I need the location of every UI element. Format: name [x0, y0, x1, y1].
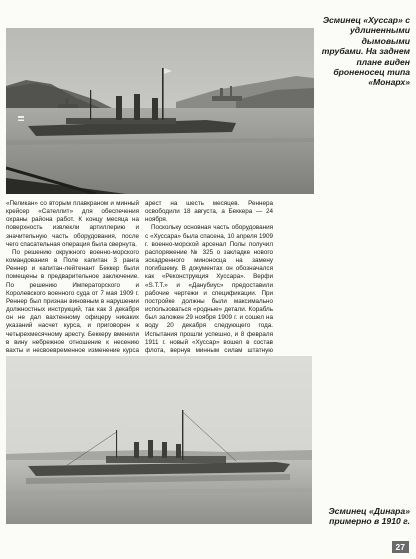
paragraph: арест на шесть месяцев. Реннера освободили 18 августа, а Беккера — 24 ноября. — [145, 200, 273, 224]
paragraph: Поскольку основная часть оборудования с «Хуссара» была спасена, 10 апреля 1909 г. военно-морской арсенал Полы получил распоряжение № 325 о закладке нового эскадренного миноносца на замену погибшему. В документах он обозначался как «Реконструкция Хуссара». Верфи «S.T.T.» и «Данубиус» предоставили рабочие чертежи и спецификации. При постройке должны были максимально использоваться «родные» детали. Корабль был заложен 29 ноября 1909 г. и сошел на воду 20 декабря следующего года. Испытания прошли успешно, и 8 февраля 1911 г. новый «Хуссар» вошел в состав флота, вернув минным силам штатную — [145, 224, 273, 354]
photo-caption-bottom: Эсминец «Динара» примерно в 1910 г. — [328, 506, 410, 527]
photo-hussar-scene — [6, 28, 314, 194]
paragraph: «Пеликан» со вторым плавкраном и минный крейсер «Сателлит» для обеспечения охраны района работ. К концу месяца на поверхность извлекли артиллерию и значительную часть оборудования, после чего спасательная операция была свернута. — [6, 200, 139, 248]
photo-caption-top: Эсминец «Хуссар» с удлиненными дымовыми трубами. На заднем плане виден броненосец типа «Монарх» — [321, 15, 410, 88]
photo-destroyer-hussar — [6, 28, 314, 194]
photo-destroyer-dinara — [6, 356, 312, 524]
photo-dinara-scene — [6, 356, 312, 524]
text-column-1 — [6, 200, 139, 363]
paragraph: По решению окружного военно-морского командования в Поле капитан 3 ранга Реннер и капитан-лейтенант Беккер были помещены в предварительное заключение. По решению Императорского и Королевского военного суда от 7 мая 1909 г. Реннер был признан виновным в нарушении должностных инструкций, так как 3 декабря он не дал вахтенному офицеру никаких указаний насчет курса, и приговорен к четырехмесячному аресту. Беккеру вменили в вину небрежное отношение к несению вахты и несвоевременное изменение курса — [6, 248, 139, 354]
text-column-2 — [145, 200, 273, 363]
page-number: 27 — [392, 541, 409, 553]
